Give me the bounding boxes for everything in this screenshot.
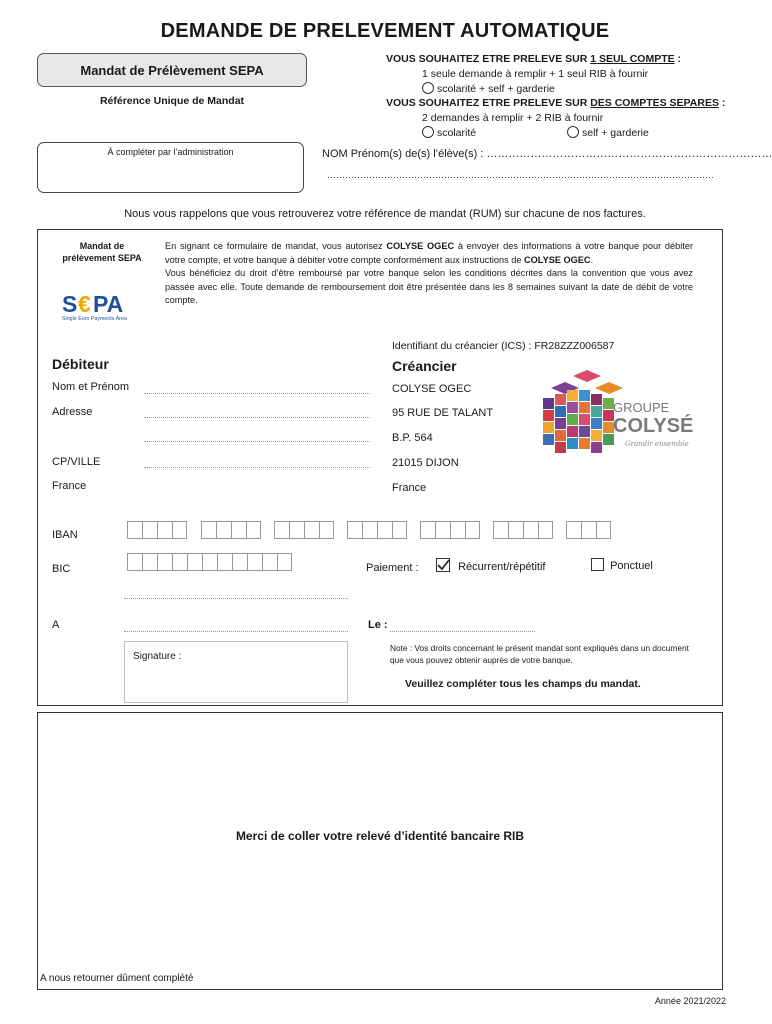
bic-extra-line (124, 598, 348, 599)
school-year: Année 2021/2022 (654, 996, 726, 1006)
radio-icon[interactable] (567, 126, 579, 138)
recurrent-option[interactable]: Récurrent/répétitif (436, 558, 546, 573)
separate-accounts-desc: 2 demandes à remplir + 2 RIB à fournir (422, 112, 604, 124)
iban-group-6[interactable] (493, 521, 553, 539)
single-account-option[interactable]: scolarité + self + garderie (422, 82, 555, 97)
separate-option-scolarite[interactable]: scolarité (422, 126, 476, 141)
logo-line1: GROUPE (613, 400, 670, 415)
ics-identifier: Identifiant du créancier (ICS) : FR28ZZZ006587 (392, 340, 615, 352)
student-name-line2[interactable]: ………………………………………………………………………………………………………………… (327, 170, 714, 180)
iban-group-2[interactable] (201, 521, 261, 539)
single-account-desc: 1 seule demande à remplir + 1 seul RIB à fournir (422, 68, 649, 80)
complete-all-notice: Veuillez compléter tous les champs du mandat. (405, 678, 641, 690)
page-title: DEMANDE DE PRELEVEMENT AUTOMATIQUE (160, 20, 610, 42)
separate-accounts-heading: VOUS SOUHAITEZ ETRE PRELEVE SUR DES COMPTES SEPARES : (386, 97, 726, 109)
creditor-country: France (392, 482, 427, 494)
admin-box-label: À compléter par l’administration (107, 147, 234, 157)
creditor-address1: 95 RUE DE TALANT (392, 407, 494, 419)
svg-text:S: S (62, 291, 78, 317)
legal-text: En signant ce formulaire de mandat, vous autorisez COLYSE OGEC à envoyer des informations à votre banque pour débiter votre compte, et votre banque à débiter votre compte conformément aux instructions de COLYSE OGEC. Vous bénéficiez du droit d’être remboursé par votre banque selon les conditions décrites dans la convention que vous avez passée avec elle. Toute demande de remboursement doit être présentée dans les 8 semaines suivant la date de débit de votre compte. (165, 241, 694, 305)
rights-note: Note : Vos droits concernant le présent mandat sont expliqués dans un document que vous pouvez obtenir auprès de votre banque. (390, 643, 689, 665)
debtor-name-field[interactable] (144, 393, 370, 394)
checkbox-icon[interactable] (591, 558, 604, 571)
iban-label: IBAN (52, 529, 78, 541)
bic-field[interactable] (127, 553, 292, 571)
date-field[interactable] (390, 631, 535, 632)
debtor-cp-label: CP/VILLE (52, 456, 101, 468)
debtor-address-field-2[interactable] (144, 441, 370, 442)
creditor-address2: B.P. 564 (392, 432, 433, 444)
iban-group-5[interactable] (420, 521, 480, 539)
svg-text:PA: PA (93, 291, 124, 317)
colyse-logo (535, 370, 710, 465)
debtor-address-field[interactable] (144, 417, 370, 418)
logo-line2: COLYSÉ (613, 415, 694, 437)
checkbox-checked-icon[interactable] (436, 558, 450, 572)
separate-option-self[interactable]: self + garderie (567, 126, 649, 141)
mandat-sepa-box (37, 53, 307, 87)
svg-text:€: € (78, 291, 91, 317)
signature-label: Signature : (133, 651, 182, 662)
admin-box[interactable] (37, 142, 304, 193)
debtor-address-label: Adresse (52, 406, 93, 418)
iban-group-4[interactable] (347, 521, 407, 539)
logo-tagline: Grandir ensemble (625, 440, 689, 448)
sepa-tagline: Single Euro Payments Area (62, 316, 127, 322)
debiteur-heading: Débiteur (52, 356, 109, 372)
creditor-name: COLYSE OGEC (392, 383, 472, 395)
mandat-sepa-label: Mandat de Prélèvement SEPA (80, 62, 264, 78)
iban-group-3[interactable] (274, 521, 334, 539)
bic-label: BIC (52, 563, 71, 575)
debtor-cp-field[interactable] (144, 467, 370, 468)
radio-icon[interactable] (422, 126, 434, 138)
a-label: A (52, 619, 60, 631)
debtor-name-label: Nom et Prénom (52, 381, 130, 393)
iban-group-1[interactable] (127, 521, 187, 539)
creditor-city: 21015 DIJON (392, 457, 459, 469)
place-field[interactable] (124, 631, 348, 632)
return-label: A nous retourner dûment complété (40, 973, 194, 984)
rib-paste-area[interactable] (37, 712, 723, 990)
rum-reminder: Nous vous rappelons que vous retrouverez votre référence de mandat (RUM) sur chacune de nos factures. (124, 208, 646, 220)
debtor-country: France (52, 480, 87, 492)
signature-box[interactable] (124, 641, 348, 703)
student-name-field[interactable]: NOM Prénom(s) de(s) l’élève(s) : …………………………………………………………………… (322, 148, 772, 160)
le-label: Le : (368, 619, 388, 631)
rib-prompt: Merci de coller votre relevé d’identité bancaire RIB (235, 829, 525, 843)
sepa-logo (60, 290, 136, 322)
ponctuel-option[interactable]: Ponctuel (591, 558, 653, 572)
paiement-label: Paiement : (366, 562, 419, 574)
iban-group-7[interactable] (566, 521, 611, 539)
creancier-heading: Créancier (392, 358, 457, 374)
rum-label: Référence Unique de Mandat (99, 95, 245, 107)
single-account-heading: VOUS SOUHAITEZ ETRE PRELEVE SUR 1 SEUL COMPTE : (386, 53, 682, 65)
radio-icon[interactable] (422, 82, 434, 94)
sepa-label: Mandat de prélèvement SEPA (62, 241, 142, 263)
